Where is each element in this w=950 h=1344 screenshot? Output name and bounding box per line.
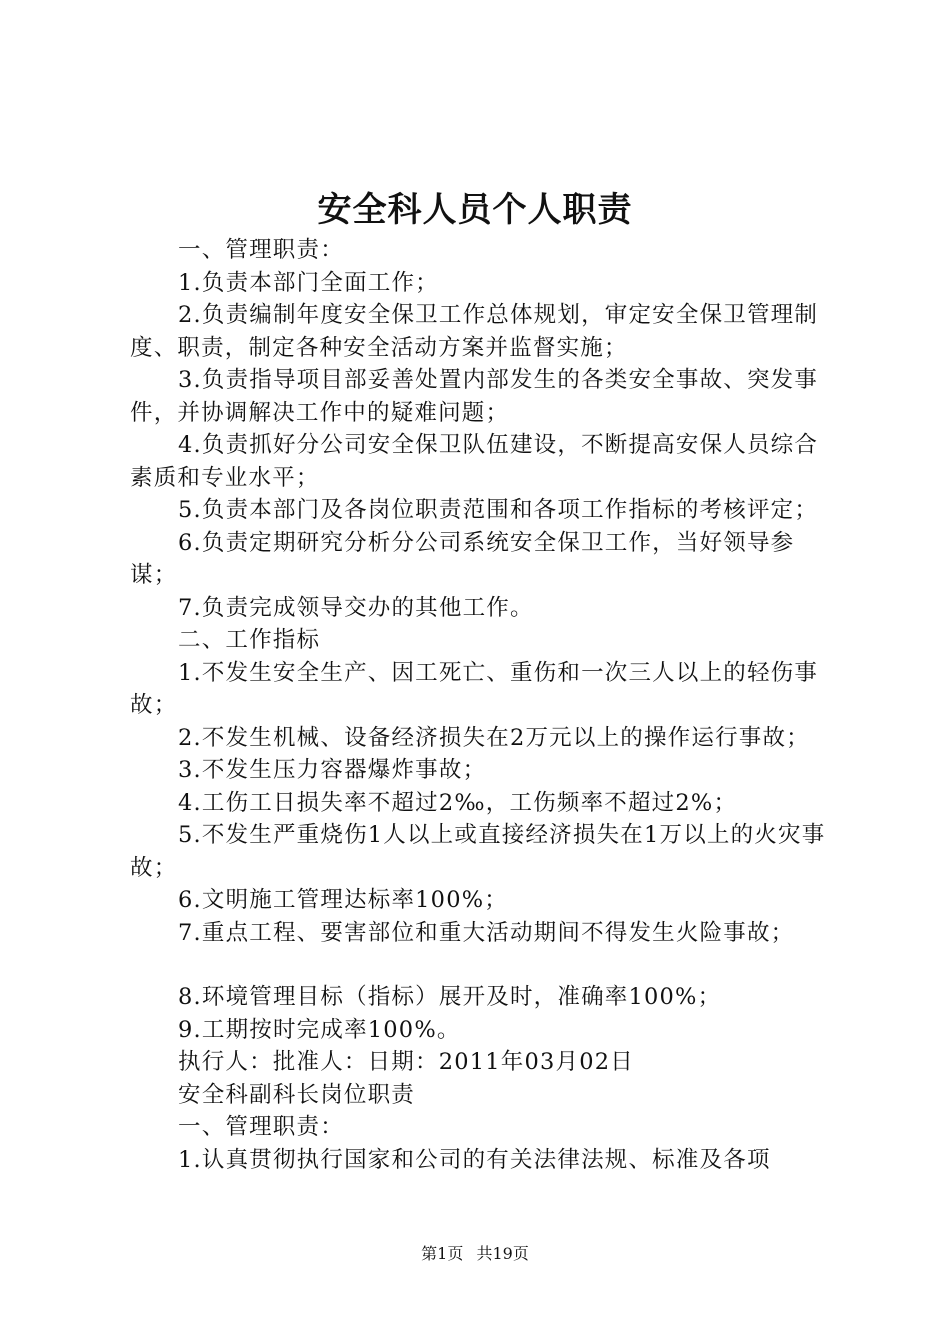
paragraph: 3.负责指导项目部妥善处置内部发生的各类安全事故、突发事件，并协调解决工作中的疑难问题； — [130, 367, 819, 426]
section-heading: 一、管理职责： — [178, 1114, 344, 1140]
page-footer — [0, 1242, 950, 1266]
paragraph: 5.不发生严重烧伤1人以上或直接经济损失在1万以上的火灾事故； — [130, 822, 826, 881]
paragraph: 1.认真贯彻执行国家和公司的有关法律法规、标准及各项 — [178, 1146, 771, 1173]
paragraph: 4.工伤工日损失率不超过2‰，工伤频率不超过2%； — [178, 789, 738, 816]
paragraph: 3.不发生压力容器爆炸事故； — [178, 757, 487, 783]
document-body — [130, 234, 834, 1176]
paragraph: 2.负责编制年度安全保卫工作总体规划，审定安全保卫管理制度、职责，制定各种安全活动方案并监督实施； — [130, 302, 819, 361]
blank-line — [130, 949, 834, 981]
paragraph: 8.环境管理目标（指标）展开及时，准确率100%； — [178, 984, 722, 1010]
paragraph: 6.文明施工管理达标率100%； — [178, 887, 508, 913]
paragraph: 4.负责抓好分公司安全保卫队伍建设，不断提高安保人员综合素质和专业水平； — [130, 432, 819, 491]
paragraph: 7.负责完成领导交办的其他工作。 — [178, 594, 534, 621]
paragraph: 9.工期按时完成率100%。 — [178, 1016, 461, 1043]
paragraph: 2.不发生机械、设备经济损失在2万元以上的操作运行事故； — [178, 724, 810, 751]
page-total: 共19页 — [476, 1244, 529, 1263]
document-title: 安全科人员个人职责 — [317, 190, 633, 230]
paragraph: 5.负责本部门及各岗位职责范围和各项工作指标的考核评定； — [178, 497, 819, 523]
paragraph: 1.不发生安全生产、因工死亡、重伤和一次三人以上的轻伤事故； — [130, 659, 819, 718]
signature-line: 执行人：批准人：日期：2011年03月02日 — [178, 1049, 634, 1075]
paragraph: 6.负责定期研究分析分公司系统安全保卫工作，当好领导参谋； — [130, 529, 795, 588]
page-number: 第1页 — [421, 1244, 464, 1263]
paragraph: 一、管理职责： — [178, 237, 344, 263]
paragraph: 7.重点工程、要害部位和重大活动期间不得发生火险事故； — [178, 919, 795, 946]
section-heading: 安全科副科长岗位职责 — [178, 1081, 416, 1108]
section-heading: 二、工作指标 — [178, 627, 321, 653]
paragraph: 1.负责本部门全面工作； — [178, 269, 439, 296]
